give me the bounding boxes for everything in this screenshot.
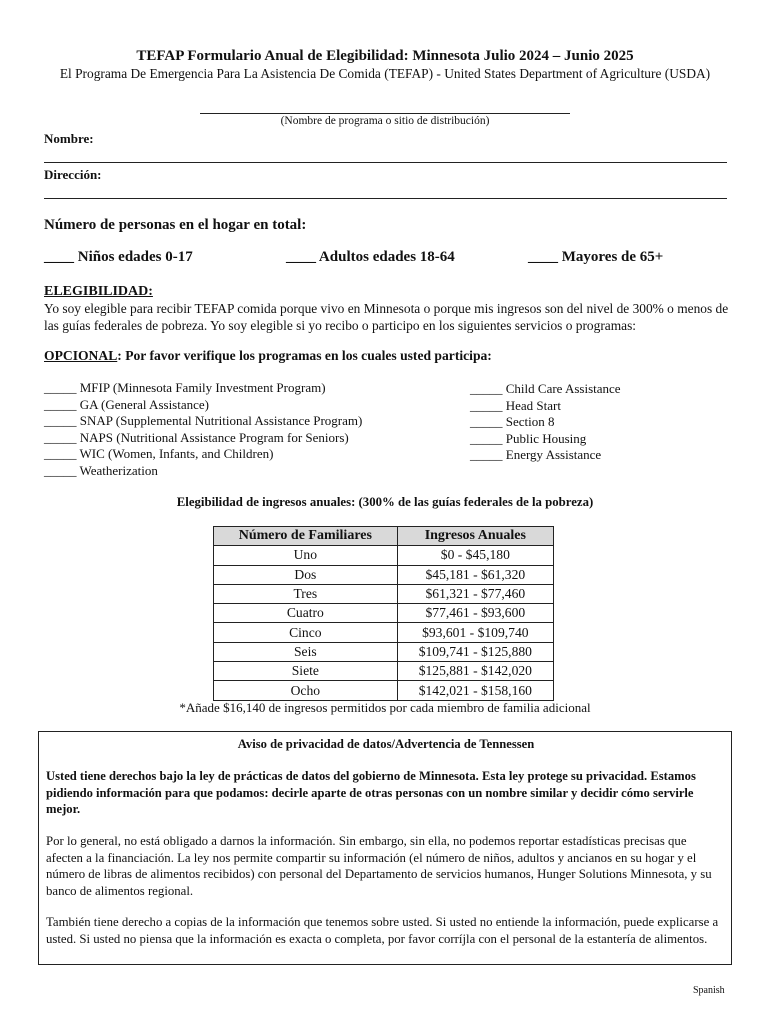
footer-language: Spanish (693, 985, 725, 996)
program-checkline-wic[interactable]: _____ WIC (Women, Infants, and Children) (44, 446, 274, 461)
table-header-row (214, 527, 554, 546)
eligibility-text: Yo soy elegible para recibir TEFAP comida porque vivo en Minnesota o porque mis ingresos son del nivel de 300% o menos de las guías federales de pobreza. Yo soy elegible si yo recibo o participo en los siguientes servicios o programas: (44, 301, 729, 333)
income-table (213, 526, 554, 701)
household-size-cell: Uno (214, 546, 398, 565)
privacy-notice-box (38, 731, 732, 965)
form-title: TEFAP Formulario Anual de Elegibilidad: Minnesota Julio 2024 – Junio 2025 (136, 48, 634, 64)
programs-right-list (470, 381, 621, 464)
table-row (214, 584, 554, 603)
program-checkline-snap[interactable]: _____ SNAP (Supplemental Nutritional Assistance Program) (44, 413, 363, 428)
program-name-line[interactable] (200, 113, 570, 114)
program-checkline-naps[interactable]: _____ NAPS (Nutritional Assistance Program for Seniors) (44, 429, 349, 445)
adults-count-field[interactable]: ____ Adultos edades 18-64 (286, 249, 455, 265)
program-checkline-energy-assistance[interactable]: _____ Energy Assistance (470, 447, 602, 462)
program-checkline-ga[interactable]: _____ GA (General Assistance) (44, 396, 209, 412)
income-range-cell: $142,021 - $158,160 (397, 681, 553, 700)
table-row (214, 565, 554, 584)
program-name-caption: (Nombre de programa o sitio de distribución) (280, 115, 490, 127)
privacy-rights-statement: Usted tiene derechos bajo la ley de prácticas de datos del gobierno de Minnesota. Esta ley protege su privacidad. Estamos pidiendo información para que podamos: decirle aparte de otras personas con un nombre similar y decidir cómo servirle mejor. (46, 769, 696, 816)
income-table-title: Elegibilidad de ingresos anuales: (300% de las guías federales de la pobreza) (176, 495, 594, 509)
household-title: Número de personas en el hogar en total: (44, 217, 307, 233)
seniors-count-field[interactable]: ____ Mayores de 65+ (528, 249, 664, 265)
privacy-paragraph-1: Por lo general, no está obligado a darnos la información. Sin embargo, sin ella, no podemos reportar estadísticas precisas que afecten a la financiación. La ley nos permite compartir su información (el número de niños, adultos y ancianos en su hogar y el número de libras de alimentos recibidos) con personal del Departamento de servicios humanos, Hunger Solutions Minnesota, y su banco de alimentos regional. (46, 834, 712, 898)
programs-left-list (44, 380, 362, 479)
table-row (214, 546, 554, 565)
income-range-cell: $125,881 - $142,020 (397, 662, 553, 681)
income-range-cell: $93,601 - $109,740 (397, 623, 553, 642)
program-checkline-child-care[interactable]: _____ Child Care Assistance (470, 381, 621, 396)
name-field-line[interactable] (44, 162, 727, 163)
program-checkline-section-8[interactable]: _____ Section 8 (470, 414, 555, 429)
table-row (214, 662, 554, 681)
program-checkline-public-housing[interactable]: _____ Public Housing (470, 430, 587, 446)
household-size-cell: Seis (214, 642, 398, 661)
eligibility-heading: ELEGIBILIDAD: (44, 284, 153, 299)
optional-heading (44, 348, 492, 364)
address-field-line[interactable] (44, 198, 727, 199)
income-range-cell: $0 - $45,180 (397, 546, 553, 565)
program-checkline-weatherization[interactable]: _____ Weatherization (44, 462, 158, 478)
household-size-cell: Ocho (214, 681, 398, 700)
income-table-note: *Añade $16,140 de ingresos permitidos por cada miembro de familia adicional (179, 700, 591, 715)
income-range-cell: $109,741 - $125,880 (397, 642, 553, 661)
table-row (214, 604, 554, 623)
household-size-cell: Cuatro (214, 604, 398, 623)
name-label: Nombre: (44, 131, 94, 146)
household-size-cell: Tres (214, 584, 398, 603)
children-count-field[interactable]: ____ Niños edades 0-17 (44, 249, 193, 265)
household-size-cell: Cinco (214, 623, 398, 642)
table-row (214, 642, 554, 661)
household-size-cell: Dos (214, 565, 398, 584)
program-checkline-mfip[interactable]: _____ MFIP (Minnesota Family Investment Program) (44, 380, 326, 395)
annual-income-header: Ingresos Anuales (397, 527, 553, 546)
optional-label: OPCIONAL (44, 348, 118, 363)
household-size-cell: Siete (214, 662, 398, 681)
table-row (214, 681, 554, 700)
table-row (214, 623, 554, 642)
income-range-cell: $45,181 - $61,320 (397, 565, 553, 584)
income-range-cell: $77,461 - $93,600 (397, 604, 553, 623)
privacy-paragraph-2: También tiene derecho a copias de la información que tenemos sobre usted. Si usted no entiende la información, puede explicarse a usted. Si usted no piensa que la información es exacta o completa, por favor corríjla con el personal de la estantería de alimentos. (46, 915, 719, 946)
privacy-notice-title: Aviso de privacidad de datos/Advertencia de Tennessen (237, 737, 535, 751)
household-size-header: Número de Familiares (214, 527, 398, 546)
form-subtitle: El Programa De Emergencia Para La Asistencia De Comida (TEFAP) - United States Department of Agriculture (USDA) (59, 66, 711, 81)
income-range-cell: $61,321 - $77,460 (397, 584, 553, 603)
optional-instructions: : Por favor verifique los programas en los cuales usted participa: (117, 348, 492, 363)
program-checkline-head-start[interactable]: _____ Head Start (470, 397, 561, 413)
address-label: Dirección: (44, 167, 102, 182)
